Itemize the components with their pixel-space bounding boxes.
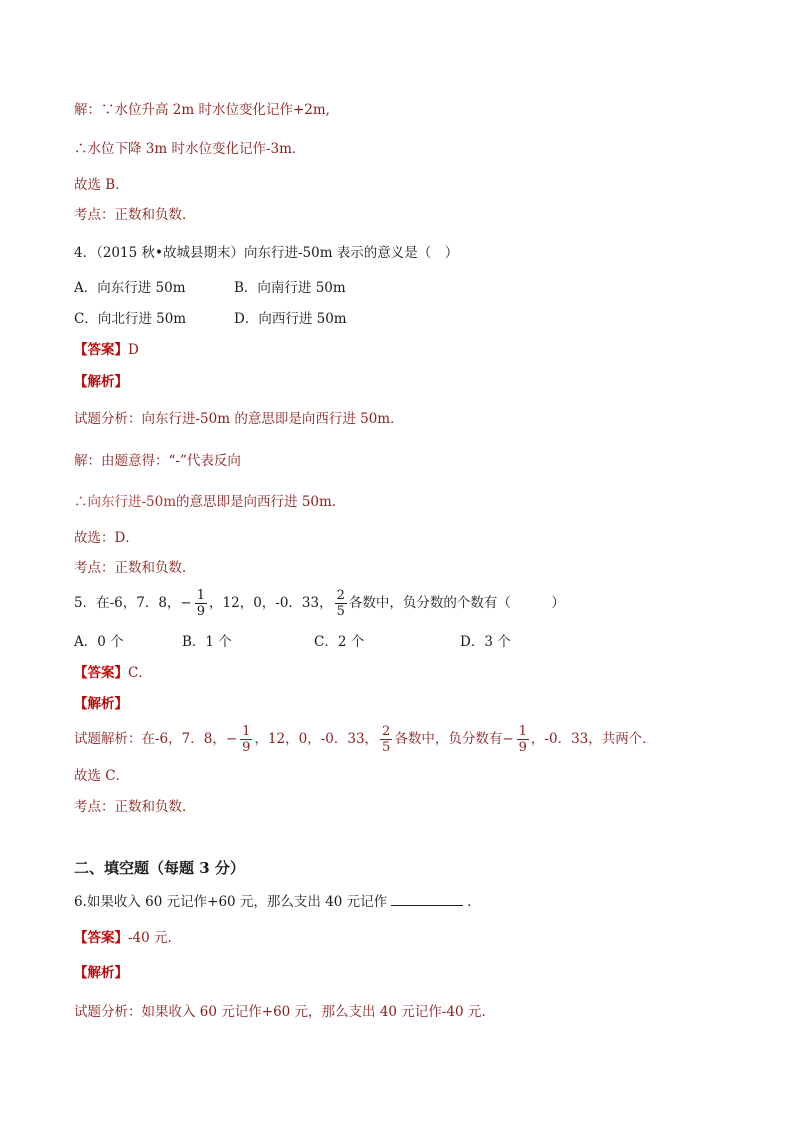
minus-sign: −	[502, 731, 514, 747]
knowledge-point: 考点：正数和负数．	[74, 207, 196, 223]
solution-line-2	[74, 492, 345, 512]
denominator: 9	[242, 739, 251, 755]
denominator: 5	[382, 740, 391, 755]
stem-text: 6.如果收入 60 元记作+60 元，那么支出 40 元记作	[74, 894, 388, 910]
numerator: 1	[196, 587, 206, 603]
fraction-neg-one-ninth	[502, 722, 531, 756]
knowledge-point: 考点：正数和负数．	[74, 799, 196, 815]
analysis-text: 试题分析：如果收入 60 元记作+60 元，那么支出 40 元记作-40 元.	[74, 1004, 486, 1020]
choice-line: 故选：D．	[74, 530, 139, 546]
option-c: C．向北行进 50m	[74, 311, 187, 327]
option-d: D．向西行进 50m	[234, 311, 347, 327]
numerator: 1	[242, 723, 251, 739]
fraction-two-fifths	[380, 724, 392, 755]
question-4-options-row-2	[74, 309, 347, 329]
answer-value: D	[128, 342, 139, 358]
option-c: C．2 个	[314, 634, 365, 650]
analysis-label: 【解析】	[74, 374, 128, 390]
answer-label: 【答案】	[74, 930, 128, 946]
analysis-label: 【解析】	[74, 696, 128, 712]
solution-highlight: ∴向东行进-50m	[74, 494, 177, 510]
solution-line-2: ∴水位下降 3m 时水位变化记作-3m．	[74, 141, 306, 157]
question-5-stem	[74, 586, 565, 620]
denominator: 9	[518, 739, 527, 755]
fraction	[517, 724, 529, 755]
question-4-options-row-1	[74, 278, 346, 298]
option-d: D．3 个	[460, 634, 511, 650]
answer-value: C．	[128, 665, 152, 681]
fraction-two-fifths	[335, 588, 347, 619]
minus-sign: −	[225, 731, 238, 747]
stem-text: 各数中，负分数的个数有（ ）	[348, 595, 565, 611]
option-b: B．1 个	[182, 634, 232, 650]
answer-label: 【答案】	[74, 665, 128, 681]
fraction	[195, 588, 207, 619]
answer-line	[74, 663, 152, 683]
solution-line-1: 解：∵水位升高 2m 时水位变化记作+2m,	[74, 102, 330, 118]
analysis-text-part: ，12，0，-0．33，	[254, 731, 379, 747]
solution-rest: 的意思即是向西行进 50m．	[176, 494, 346, 510]
denominator: 9	[196, 603, 206, 619]
analysis-label: 【解析】	[74, 965, 128, 981]
fraction	[240, 724, 252, 755]
question-5-options	[74, 632, 511, 652]
answer-line	[74, 928, 172, 948]
analysis-text	[74, 722, 656, 756]
stem-text: ．	[467, 894, 481, 910]
analysis-text-part: 各数中，负分数有	[394, 731, 503, 747]
answer-label: 【答案】	[74, 342, 128, 358]
answer-line	[74, 340, 139, 360]
numerator: 1	[518, 723, 527, 739]
numerator: 2	[336, 588, 345, 603]
question-4-stem: 4．（2015 秋•故城县期末）向东行进-50m 表示的意义是（ ）	[74, 245, 459, 261]
numerator: 2	[382, 724, 391, 739]
stem-text: ，12，0，-0．33，	[209, 595, 333, 611]
question-6-stem	[74, 891, 481, 912]
answer-value: -40 元.	[128, 930, 172, 946]
analysis-text-part: ，-0．33，共两个．	[530, 731, 656, 747]
analysis-text: 试题分析：向东行进-50m 的意思即是向西行进 50m．	[74, 411, 404, 427]
option-b: B．向南行进 50m	[234, 280, 346, 296]
answer-blank[interactable]	[391, 891, 463, 906]
stem-text: 5．在-6，7．8，	[74, 595, 181, 611]
option-a: A．向东行进 50m	[74, 280, 186, 296]
option-a: A．0 个	[74, 634, 124, 650]
solution-line-1: 解：由题意得：“-”代表反向	[74, 453, 241, 469]
fraction-neg-one-ninth	[226, 722, 255, 756]
minus-sign: −	[180, 595, 192, 611]
fraction-neg-one-ninth	[180, 586, 209, 620]
denominator: 5	[336, 604, 345, 619]
knowledge-point: 考点：正数和负数．	[74, 560, 196, 576]
section-title: 二、填空题（每题 3 分）	[74, 859, 245, 877]
analysis-text-part: 试题解析：在-6，7．8，	[74, 731, 226, 747]
choice-line: 故选 B．	[74, 177, 129, 193]
choice-line: 故选 C．	[74, 768, 130, 784]
